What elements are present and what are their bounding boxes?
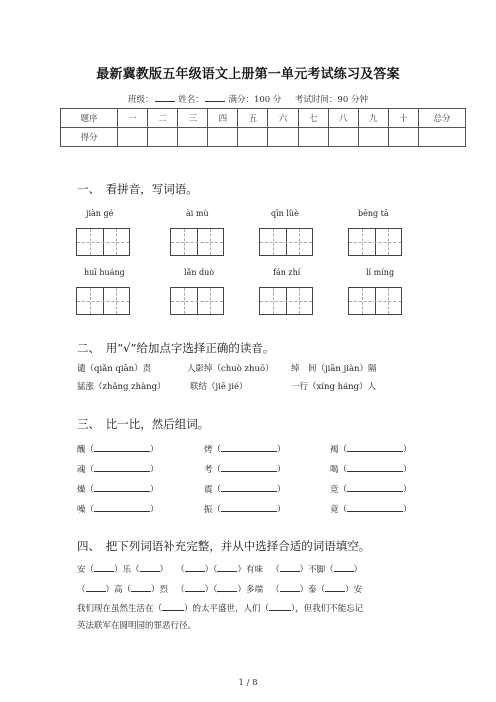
reading-choice[interactable]: 人影绰（chuò zhuō） — [187, 364, 274, 374]
compare-char: 褐 — [330, 445, 339, 455]
header-cell: 总分 — [419, 109, 466, 128]
idiom-blank[interactable] — [217, 562, 237, 572]
idiom-text: ）烈 — [151, 585, 169, 595]
writing-grid[interactable] — [259, 287, 313, 315]
idiom-text: ）多端 — [237, 585, 263, 595]
class-blank[interactable] — [155, 92, 175, 102]
class-label: 班级： — [128, 95, 154, 105]
compare-item: 震（ ） — [204, 482, 286, 495]
header-cell: 六 — [268, 109, 298, 128]
header-cell: 十 — [388, 109, 418, 128]
answer-blank[interactable] — [347, 462, 403, 472]
reading-choice[interactable]: 一行（xíng háng）人 — [291, 382, 377, 392]
score-row — [61, 128, 466, 147]
score-table — [60, 108, 466, 147]
idiom-text: ）乐（ — [114, 565, 140, 575]
writing-grid[interactable] — [348, 287, 402, 315]
section4-heading: 四、 把下列词语补充完整，并从中选择合适的词语填空。 — [77, 539, 371, 553]
fill-blank[interactable] — [162, 601, 184, 611]
compare-item: 烤（ ） — [204, 442, 286, 455]
answer-blank[interactable] — [94, 442, 150, 452]
exam-info — [0, 92, 496, 105]
full-score: 满分：100 分 — [228, 95, 282, 105]
compare-char: 考 — [204, 465, 213, 475]
compare-item: 醜（ ） — [77, 442, 159, 455]
idiom-blank[interactable] — [217, 582, 237, 592]
compare-item: 褐（ ） — [330, 442, 412, 455]
compare-item: 喝（ ） — [330, 462, 412, 475]
idiom-blank[interactable] — [86, 582, 106, 592]
compare-char: 噪 — [77, 505, 86, 515]
compare-char: 醜 — [77, 445, 86, 455]
header-cell: 一 — [118, 109, 148, 128]
reading-choice[interactable]: 猛涨（zhǎng zhàng） — [77, 382, 166, 392]
section2-heading: 二、 用“√”给加点字选择正确的读音。 — [77, 341, 275, 355]
compare-item: 魂（ ） — [77, 462, 159, 475]
compare-item: 竟（ ） — [330, 502, 412, 515]
writing-grid[interactable] — [76, 228, 130, 256]
page-title: 最新冀教版五年级语文上册第一单元考试练习及答案 — [96, 67, 400, 82]
idiom-text: ）高（ — [105, 585, 132, 595]
compare-char: 燥 — [77, 485, 86, 495]
idiom-text: （ — [271, 585, 280, 595]
score-table-header — [61, 109, 466, 128]
answer-blank[interactable] — [94, 462, 150, 472]
idiom-text: ） — [159, 565, 169, 575]
score-cell[interactable] — [298, 128, 328, 147]
answer-blank[interactable] — [347, 482, 403, 492]
paragraph-text: ）的太平盛世，人们（ — [184, 604, 270, 614]
score-cell[interactable] — [268, 128, 298, 147]
score-cell[interactable] — [358, 128, 388, 147]
idiom-text: ）有味 — [237, 565, 263, 575]
idiom-text: ）（ — [204, 565, 218, 575]
idiom-text: 安（ — [77, 565, 95, 575]
idiom-blank[interactable] — [325, 582, 345, 592]
pinyin: lí míng — [366, 268, 395, 277]
idiom-text: ）不脚（ — [299, 565, 334, 575]
idiom-text: ）安 — [345, 585, 363, 595]
writing-grid[interactable] — [348, 228, 402, 256]
writing-grid[interactable] — [170, 228, 224, 256]
idiom-text: ）（ — [204, 585, 218, 595]
score-cell[interactable] — [328, 128, 358, 147]
score-cell[interactable] — [118, 128, 148, 147]
idiom-line — [77, 562, 362, 575]
header-cell: 二 — [148, 109, 178, 128]
answer-blank[interactable] — [221, 482, 277, 492]
compare-item: 噪（ ） — [77, 502, 159, 515]
header-cell: 三 — [178, 109, 208, 128]
header-cell: 七 — [298, 109, 328, 128]
idiom-text: （ — [176, 565, 185, 575]
name-label: 姓名： — [178, 95, 204, 105]
idiom-blank[interactable] — [94, 562, 114, 572]
idiom-text: （ — [271, 565, 280, 575]
answer-blank[interactable] — [94, 482, 150, 492]
idiom-blank[interactable] — [140, 562, 160, 572]
answer-blank[interactable] — [221, 442, 277, 452]
pinyin: lǎn duò — [184, 268, 215, 277]
idiom-blank[interactable] — [185, 582, 205, 592]
compare-item: 燥（ ） — [77, 482, 159, 495]
header-cell: 九 — [358, 109, 388, 128]
reading-choice[interactable]: 谴（qiǎn qiān）责 — [77, 364, 152, 374]
pinyin: qīn lüè — [271, 209, 299, 218]
reading-choice[interactable]: 绰 间（jiān jiàn）隔 — [291, 364, 377, 374]
pinyin: fán zhí — [273, 268, 301, 277]
answer-blank[interactable] — [221, 502, 277, 512]
reading-choice[interactable]: 联结（jiē jié） — [190, 382, 248, 392]
section1-heading: 一、 看拼音，写词语。 — [77, 182, 198, 196]
score-cell[interactable] — [208, 128, 238, 147]
header-cell: 五 — [238, 109, 268, 128]
compare-char: 振 — [204, 505, 213, 515]
fill-paragraph — [77, 601, 363, 614]
header-cell: 题序 — [61, 109, 118, 128]
writing-grid[interactable] — [76, 287, 130, 315]
pinyin: ài mù — [186, 209, 209, 218]
compare-char: 喝 — [330, 465, 339, 475]
fill-blank[interactable] — [269, 601, 291, 611]
pinyin: jiàn gé — [86, 209, 114, 218]
compare-item: 考（ ） — [204, 462, 286, 475]
compare-char: 竟 — [330, 505, 339, 515]
score-cell[interactable] — [419, 128, 466, 147]
idiom-text: （ — [77, 585, 86, 595]
writing-grid[interactable] — [170, 287, 224, 315]
score-row-label: 得分 — [61, 128, 118, 147]
idiom-text: ） — [353, 565, 363, 575]
idiom-line — [77, 582, 362, 595]
score-cell[interactable] — [178, 128, 208, 147]
idiom-blank[interactable] — [280, 582, 300, 592]
paragraph-text: 我们现在虽然生活在（ — [77, 604, 163, 614]
idiom-blank[interactable] — [185, 562, 205, 572]
answer-blank[interactable] — [94, 502, 150, 512]
exam-time: 考试时间：90 分钟 — [294, 95, 368, 105]
idiom-blank[interactable] — [280, 562, 300, 572]
answer-blank[interactable] — [347, 502, 403, 512]
idiom-blank[interactable] — [131, 582, 151, 592]
score-cell[interactable] — [388, 128, 418, 147]
idiom-blank[interactable] — [334, 562, 354, 572]
answer-blank[interactable] — [347, 442, 403, 452]
idiom-text: ）泰（ — [299, 585, 326, 595]
pinyin: huī huáng — [84, 268, 125, 277]
score-cell[interactable] — [238, 128, 268, 147]
compare-char: 震 — [204, 485, 213, 495]
header-cell: 四 — [208, 109, 238, 128]
name-blank[interactable] — [205, 92, 225, 102]
section3-heading: 三、 比一比，然后组词。 — [77, 417, 210, 431]
score-cell[interactable] — [148, 128, 178, 147]
compare-char: 竞 — [330, 485, 339, 495]
idiom-text: （ — [176, 585, 185, 595]
page-number: 1 / 8 — [238, 678, 258, 688]
compare-char: 魂 — [77, 465, 86, 475]
compare-item: 振（ ） — [204, 502, 286, 515]
header-cell: 八 — [328, 109, 358, 128]
compare-item: 竞（ ） — [330, 482, 412, 495]
writing-grid[interactable] — [259, 228, 313, 256]
answer-blank[interactable] — [221, 462, 277, 472]
paragraph-text: ），但我们不能忘记 — [291, 604, 364, 614]
pinyin: bēng tā — [358, 209, 389, 218]
paragraph-text: 英法联军在圆明园的罪恶行径。 — [77, 621, 197, 631]
compare-char: 烤 — [204, 445, 213, 455]
